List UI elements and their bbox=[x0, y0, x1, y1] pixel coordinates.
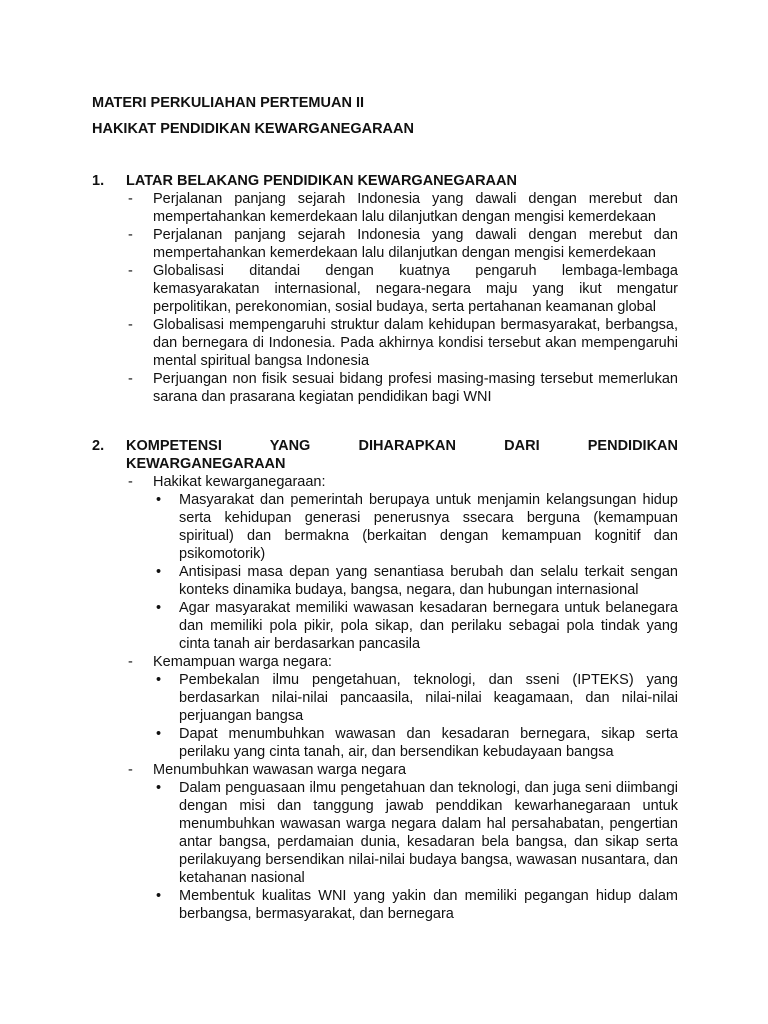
bullet-text: Membentuk kualitas WNI yang yakin dan memiliki pegangan hidup dalam berbangsa, bermasyarakat, dan bernegara bbox=[179, 888, 678, 922]
bullet-icon: • bbox=[156, 888, 162, 904]
bullet-item bbox=[153, 671, 678, 725]
section-2-title-continued: KEWARGANEGARAAN bbox=[126, 456, 286, 472]
group-label: Kemampuan warga negara: bbox=[153, 654, 332, 670]
list-item bbox=[126, 262, 678, 316]
list-item bbox=[126, 761, 678, 923]
list-item-text: Globalisasi ditandai dengan kuatnya pengaruh lembaga-lembaga kemasyarakatan internasional, negara-negara maju yang ikut mengatur perpolitikan, perekonomian, sosial budaya, serta pertahanan keamanan global bbox=[153, 263, 678, 315]
bullet-item bbox=[153, 491, 678, 563]
bullet-text: Masyarakat dan pemerintah berupaya untuk menjamin kelangsungan hidup serta kehidupan generasi penerusnya ssecara berguna (kemampuan spiritual) dan bermakna (berkaitan dengan kemampuan kognitif dan psikomotorik) bbox=[179, 492, 678, 562]
list-item bbox=[126, 316, 678, 370]
bullet-icon: • bbox=[156, 600, 162, 616]
list-item bbox=[126, 370, 678, 406]
bullet-item bbox=[153, 779, 678, 887]
dash-marker: - bbox=[128, 317, 133, 333]
list-item-text: Perjuangan non fisik sesuai bidang profesi masing-masing tersebut memerlukan sarana dan prasarana kegiatan pendidikan bagi WNI bbox=[153, 371, 678, 405]
section-2-number: 2. bbox=[92, 438, 105, 454]
bullet-item bbox=[153, 563, 678, 599]
dash-marker: - bbox=[128, 762, 133, 778]
list-item-text: Perjalanan panjang sejarah Indonesia yang dawali dengan merebut dan mempertahankan kemerdekaan lalu dilanjutkan dengan mengisi kemerdekaan bbox=[153, 191, 678, 225]
bullet-icon: • bbox=[156, 672, 162, 688]
dash-marker: - bbox=[128, 654, 133, 670]
group-label: Menumbuhkan wawasan warga negara bbox=[153, 762, 407, 778]
list-item bbox=[126, 473, 678, 653]
dash-marker: - bbox=[128, 191, 133, 207]
bullet-text: Dalam penguasaan ilmu pengetahuan dan teknologi, dan juga seni diimbangi dengan misi dan tanggung jawab penddikan kewarhanegaraan untuk menumbuhkan wawasan warga negara dalam hal persahabatan, pengertian antar bangsa, perdamaian dunia, kesadaran bela bangsa, dan sikap serta perilakuyang bersendikan nilai-nilai budaya bangsa, wawasan nusantara, dan ketahanan nasional bbox=[179, 780, 678, 886]
section-2-title: KOMPETENSI YANG DIHARAPKAN DARI PENDIDIKAN bbox=[126, 438, 678, 454]
list-item bbox=[126, 653, 678, 761]
bullet-icon: • bbox=[156, 780, 162, 796]
list-item bbox=[126, 226, 678, 262]
bullet-icon: • bbox=[156, 492, 162, 508]
dash-marker: - bbox=[128, 371, 133, 387]
bullet-icon: • bbox=[156, 564, 162, 580]
list-item-text: Globalisasi mempengaruhi struktur dalam kehidupan bermasyarakat, berbangsa, dan bernegara di Indonesia. Pada akhirnya kondisi tersebut akan mempengaruhi mental spiritual bangsa Indonesia bbox=[153, 317, 678, 369]
bullet-text: Antisipasi masa depan yang senantiasa berubah dan selalu terkait sengan konteks dinamika budaya, bangsa, negara, dan hubungan internasional bbox=[179, 564, 678, 598]
dash-marker: - bbox=[128, 227, 133, 243]
document-title-2: HAKIKAT PENDIDIKAN KEWARGANEGARAAN bbox=[92, 121, 414, 137]
bullet-text: Pembekalan ilmu pengetahuan, teknologi, dan sseni (IPTEKS) yang berdasarkan nilai-nilai pancaasila, nilai-nilai keagamaan, dan nilai-nilai perjuangan bangsa bbox=[179, 672, 678, 724]
group-label: Hakikat kewarganegaraan: bbox=[153, 474, 326, 490]
section-2 bbox=[92, 437, 678, 923]
dash-marker: - bbox=[128, 474, 133, 490]
document-title-1: MATERI PERKULIAHAN PERTEMUAN II bbox=[92, 95, 365, 111]
section-1-title: LATAR BELAKANG PENDIDIKAN KEWARGANEGARAAN bbox=[126, 173, 517, 189]
bullet-item bbox=[153, 725, 678, 761]
bullet-icon: • bbox=[156, 726, 162, 742]
section-1-number: 1. bbox=[92, 173, 105, 189]
list-item bbox=[126, 190, 678, 226]
dash-marker: - bbox=[128, 263, 133, 279]
section-1 bbox=[92, 172, 678, 406]
list-item-text: Perjalanan panjang sejarah Indonesia yang dawali dengan merebut dan mempertahankan kemerdekaan lalu dilanjutkan dengan mengisi kemerdekaan bbox=[153, 227, 678, 261]
bullet-item bbox=[153, 599, 678, 653]
section-1-heading bbox=[92, 172, 678, 190]
bullet-text: Agar masyarakat memiliki wawasan kesadaran bernegara untuk belanegara dan memiliki pola pikir, pola sikap, dan perilaku sebagai pola tindak yang cinta tanah air berdasarkan pancasila bbox=[179, 600, 678, 652]
section-2-heading bbox=[92, 437, 678, 455]
bullet-text: Dapat menumbuhkan wawasan dan kesadaran bernegara, sikap serta perilaku yang cinta tanah, air, dan bersendikan kebudayaan bangsa bbox=[179, 726, 678, 760]
bullet-item bbox=[153, 887, 678, 923]
